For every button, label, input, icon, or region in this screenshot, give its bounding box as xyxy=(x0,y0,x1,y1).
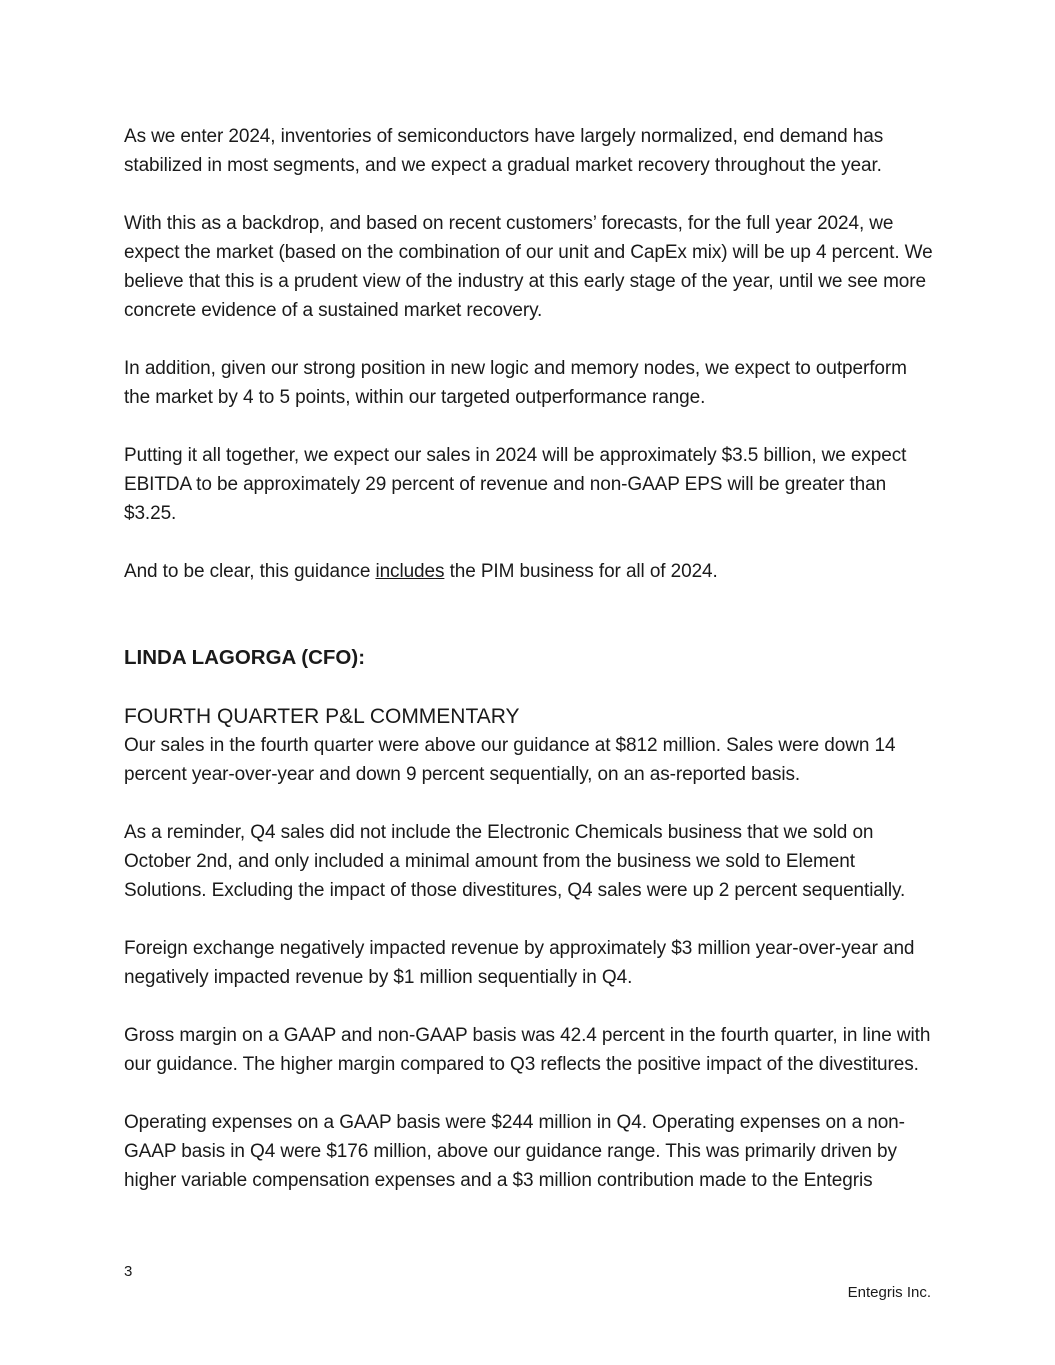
paragraph-q4-sales: Our sales in the fourth quarter were above our guidance at $812 million. Sales were down 14 percent year-over-year and down 9 percent sequentially, on an as-reported basis. xyxy=(124,735,896,785)
document-body xyxy=(124,122,936,1195)
paragraph-market-forecast: With this as a backdrop, and based on recent customers’ forecasts, for the full year 2024, we expect the market (based on the combination of our unit and CapEx mix) will be up 4 percent. We believe that this is a prudent view of the industry at this early stage of the year, until we see more concrete evidence of a sustained market recovery. xyxy=(124,213,933,321)
page-number: 3 xyxy=(124,1263,133,1280)
paragraph-divestitures: As a reminder, Q4 sales did not include the Electronic Chemicals business that we sold on October 2nd, and only included a minimal amount from the business we sold to Element Solutions. Excluding the impact of those divestitures, Q4 sales were up 2 percent sequentially. xyxy=(124,822,906,901)
paragraph-pim-note xyxy=(124,557,936,586)
pim-note-suffix: the PIM business for all of 2024. xyxy=(444,561,718,582)
paragraph-market-outlook: As we enter 2024, inventories of semiconductors have largely normalized, end demand has stabilized in most segments, and we expect a gradual market recovery throughout the year. xyxy=(124,126,884,176)
paragraph-operating-expenses: Operating expenses on a GAAP basis were $244 million in Q4. Operating expenses on a non-GAAP basis in Q4 were $176 million, above our guidance range. This was primarily driven by higher variable compensation expenses and a $3 million contribution made to the Entegris xyxy=(124,1112,905,1191)
paragraph-sales-guidance: Putting it all together, we expect our sales in 2024 will be approximately $3.5 billion, we expect EBITDA to be approximately 29 percent of revenue and non-GAAP EPS will be greater than $3.25. xyxy=(124,445,907,524)
paragraph-outperformance: In addition, given our strong position in new logic and memory nodes, we expect to outperform the market by 4 to 5 points, within our targeted outperformance range. xyxy=(124,358,907,408)
paragraph-gross-margin: Gross margin on a GAAP and non-GAAP basis was 42.4 percent in the fourth quarter, in line with our guidance. The higher margin compared to Q3 reflects the positive impact of the divestitures. xyxy=(124,1025,931,1075)
pim-note-prefix: And to be clear, this guidance xyxy=(124,561,376,582)
speaker-heading: LINDA LAGORGA (CFO): xyxy=(124,646,366,669)
paragraph-foreign-exchange: Foreign exchange negatively impacted revenue by approximately $3 million year-over-year and negatively impacted revenue by $1 million sequentially in Q4. xyxy=(124,938,915,988)
section-heading: FOURTH QUARTER P&L COMMENTARY xyxy=(124,705,520,728)
pim-note-emphasis: includes xyxy=(375,561,445,582)
footer-company-name: Entegris Inc. xyxy=(847,1284,931,1301)
